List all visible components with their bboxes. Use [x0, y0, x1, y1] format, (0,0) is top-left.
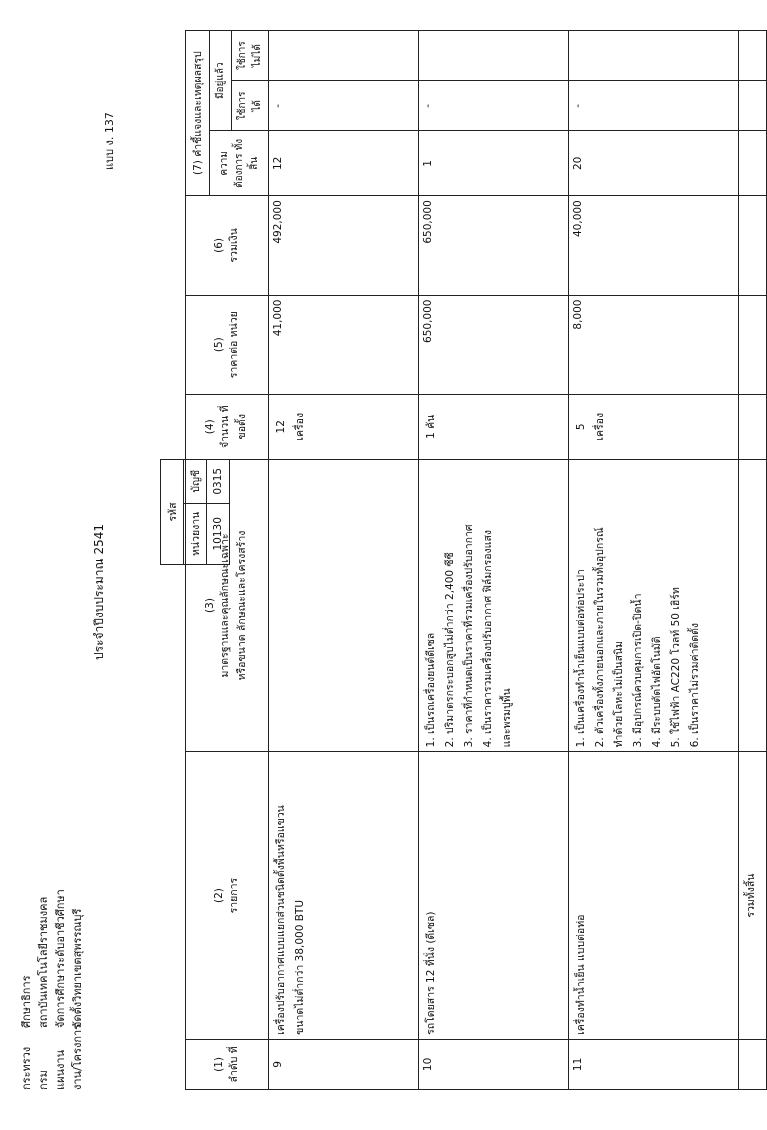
total-label: รวมทั้งสิ้น — [739, 752, 767, 1039]
row-spec — [419, 459, 569, 752]
total-row-blank — [739, 1039, 767, 1089]
col-qty-header — [186, 394, 269, 459]
header-label: งาน/โครงการ — [71, 1023, 84, 1090]
total-row-blank — [739, 394, 767, 459]
col-unusable-header: ใช้การ ไม่ได้ — [232, 31, 269, 81]
col-unit-price-header — [186, 295, 269, 394]
spec-line: 4. เป็นราคารวมเครื่องปรับอากาศ ฟิล์มกรองแสง — [482, 530, 494, 748]
row-usable: - — [269, 81, 419, 131]
row-item — [269, 752, 419, 1039]
spec-line: 3. มีอุปกรณ์ควบคุมการเปิด-ปิดน้ำ — [632, 593, 644, 748]
row-qty — [269, 394, 419, 459]
row-qty — [569, 394, 739, 459]
header-row-1 — [186, 31, 210, 1090]
spec-line: 6. เป็นราคาไม่รวมค่าติดตั้ง — [689, 622, 701, 748]
row-unit-price: 8,000 — [569, 295, 739, 394]
row-unusable — [569, 31, 739, 81]
col-item-header — [186, 752, 269, 1039]
qty-line: เครื่อง — [594, 412, 606, 441]
header-row-project — [69, 889, 86, 1090]
row-usable: - — [569, 81, 739, 131]
col-label: ลำดับ ที่ — [227, 1046, 240, 1083]
col-spec-header — [186, 459, 269, 752]
total-row-blank — [739, 31, 767, 81]
row-unusable — [419, 31, 569, 81]
col-no-header — [186, 1039, 269, 1089]
row-no: 11 — [569, 1039, 739, 1089]
code-col-agency: หน่วยงาน — [184, 503, 207, 564]
row-unusable — [269, 31, 419, 81]
total-row-blank — [739, 81, 767, 131]
col-need-header: ความ ต้องการ ทั้งสิ้น — [210, 131, 269, 196]
col-number: (4) — [204, 419, 216, 435]
col-label: มาตรฐานและคุณลักษณะเฉพาะ — [219, 533, 231, 678]
row-qty — [419, 394, 569, 459]
row-need: 20 — [569, 131, 739, 196]
total-row — [739, 31, 767, 1090]
header-label: กรม — [37, 1070, 50, 1090]
col-number: (6) — [212, 237, 225, 253]
row-no: 9 — [269, 1039, 419, 1089]
col-number: (2) — [212, 888, 225, 904]
header-value: จัดการศึกษาระดับอาชีวศึกษา — [54, 889, 67, 1028]
spec-line: 3. ราคาที่กำหนดเป็นราคาที่รวมเครื่องปรับอากาศ — [463, 524, 475, 748]
col-number: (5) — [212, 337, 225, 353]
item-line: เครื่องทำน้ำเย็น แบบต่อท่อ — [575, 914, 587, 1035]
header-label: กระทรวง — [20, 1046, 33, 1090]
total-row-blank — [739, 459, 767, 752]
col-label: จำนวน ที่ขอตั้ง — [219, 405, 248, 449]
row-need: 12 — [269, 131, 419, 196]
header-value: สถาบันเทคโนโลยีราชมงคล — [37, 896, 50, 1028]
table-row — [269, 31, 419, 1090]
header-row-department — [35, 889, 52, 1090]
row-need: 1 — [419, 131, 569, 196]
code-title: รหัส — [161, 459, 184, 564]
qty-line: 12 — [275, 420, 287, 434]
total-row-blank — [739, 196, 767, 295]
code-val-account: 0315 — [207, 459, 230, 503]
col-number: (1) — [212, 1056, 225, 1072]
qty-line: 1 คัน — [425, 414, 437, 439]
spec-line: 1. เป็นรถเครื่องยนต์ดีเซล — [425, 632, 437, 748]
row-total: 492,000 — [269, 196, 419, 295]
code-col-account: บัญชี — [184, 459, 207, 503]
header-value: ศึกษาธิการ — [20, 975, 33, 1028]
col-existing-header: มีอยู่แล้ว — [210, 31, 232, 131]
row-spec — [269, 459, 419, 752]
spec-line: ทำด้วยโลหะไม่เป็นสนิม — [613, 640, 625, 748]
col-number: (3) — [204, 598, 216, 613]
spec-line: 1. เป็นเครื่องทำน้ำเย็นแบบต่อท่อประปา — [575, 569, 587, 748]
row-no: 10 — [419, 1039, 569, 1089]
header-row-ministry — [18, 889, 35, 1090]
spec-line: 2. ตัวเครื่องทั้งภายนอกและภายในรวมทั้งอุปกรณ์ — [594, 527, 606, 748]
row-item — [419, 752, 569, 1039]
col-explanation-header: (7) คำชี้แจงและเหตุผลสรุป — [186, 31, 210, 196]
spec-line: และพรมปูพื้น — [501, 688, 513, 748]
total-row-blank — [739, 295, 767, 394]
row-usable: - — [419, 81, 569, 131]
row-item — [569, 752, 739, 1039]
header-row-plan — [52, 889, 69, 1090]
spec-line: 2. ปริมาตรกระบอกสูบไม่ต่ำกว่า 2,400 ซีซี — [444, 552, 456, 748]
spec-line: 4. มีระบบตัดไฟอัตโนมัติ — [651, 636, 663, 748]
row-total: 650,000 — [419, 196, 569, 295]
code-val-agency: 10130 — [207, 503, 230, 564]
table-row — [569, 31, 739, 1090]
form-code: แบบ ง. 137 — [103, 112, 116, 170]
col-label: รวมเงิน — [227, 228, 240, 263]
col-label: ราคาต่อ หน่วย — [227, 311, 240, 379]
row-unit-price: 650,000 — [419, 295, 569, 394]
col-usable-header: ใช้การ ได้ — [232, 81, 269, 131]
item-line: ขนาดไม่ต่ำกว่า 38,000 BTU — [294, 899, 306, 1035]
budget-table — [185, 30, 767, 1090]
page-title: ประจำปีงบประมาณ 2541 — [92, 523, 106, 660]
row-unit-price: 41,000 — [269, 295, 419, 394]
col-total-header — [186, 196, 269, 295]
qty-line: 5 — [575, 423, 587, 431]
header-value: จัดตั้งวิทยาเขตสุพรรณบุรี — [71, 908, 84, 1028]
spec-line: 5. ใช้ไฟฟ้า AC220 โวลท์ 50 เฮิร์ท — [670, 587, 682, 748]
header-label: แผนงาน — [54, 1049, 67, 1090]
col-label: หรือขนาด ลักษณะและโครงสร้าง — [236, 530, 248, 681]
header-block — [18, 889, 86, 1090]
col-label: รายการ — [227, 877, 240, 914]
table-row — [419, 31, 569, 1090]
row-spec — [569, 459, 739, 752]
row-total: 40,000 — [569, 196, 739, 295]
item-line: เครื่องปรับอากาศแบบแยกส่วนชนิดตั้งพื้นหรือแขวน — [275, 805, 287, 1035]
total-row-blank — [739, 131, 767, 196]
item-line: รถโดยสาร 12 ที่นั่ง (ดีเซล) — [425, 911, 437, 1035]
qty-line: เครื่อง — [294, 412, 306, 441]
